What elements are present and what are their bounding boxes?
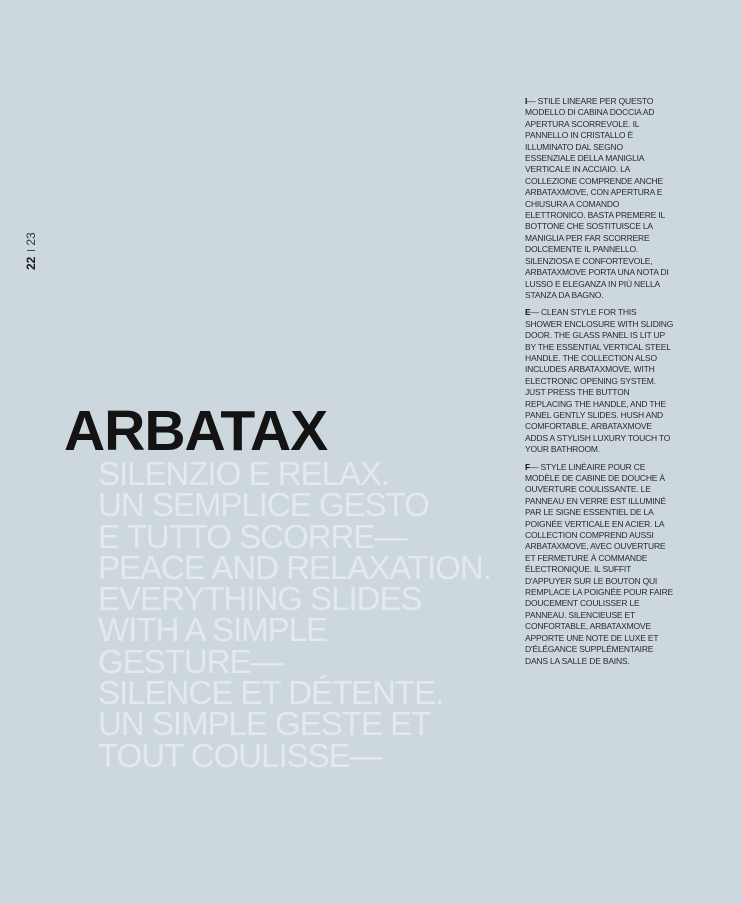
page-number-divider [27,250,35,251]
tagline-line: GESTURE— [98,642,283,680]
tagline-line: E TUTTO SCORRE— [98,517,407,555]
tagline [98,455,538,774]
language-code: F [525,461,530,472]
description-text: — CLEAN STYLE FOR THIS SHOWER ENCLOSURE WITH SLIDING DOOR. THE GLASS PANEL IS LIT UP BY THE ESSENTIAL VERTICAL STEEL HANDLE. THE COLLECTION ALSO INCLUDES ARBATAXMOVE, WITH ELECTRONIC OPENING SYSTEM. JUST PRESS THE BUTTON REPLACING THE HANDLE, AND THE PANEL GENTLY SLIDES. HUSH AND COMFORTABLE, ARBATAXMOVE ADDS A STYLISH LUXURY TOUCH TO YOUR BATHROOM. [525,307,674,455]
description-english [525,307,675,455]
page-number-left: 22 [24,256,38,270]
description-french [525,462,675,667]
tagline-line: SILENZIO E RELAX. [98,455,390,492]
description-text: — STILE LINEARE PER QUESTO MODELLO DI CABINA DOCCIA AD APERTURA SCORREVOLE. IL PANNELLO IN CRISTALLO È ILLUMINATO DAL SEGNO ESSENZIALE DELLA MANIGLIA VERTICALE IN ACCIAIO. LA COLLEZIONE COMPRENDE ANCHE ARBATAXMOVE, CON APERTURA E CHIUSURA A COMANDO ELETTRONICO. BASTA PREMERE IL BOTTONE CHE SOSTITUISCE LA MANIGLIA PER FAR SCORRERE DOLCEMENTE IL PANNELLO. SILENZIOSA E CONFORTEVOLE, ARBATAXMOVE PORTA UNA NOTA DI LUSSO E ELEGANZA IN PIÙ NELLA STANZA DA BAGNO. [525,96,669,300]
tagline-line: TOUT COULISSE— [98,736,382,774]
tagline-line: SILENCE ET DÉTENTE. [98,674,444,712]
page-number-right: 23 [24,232,38,246]
page-numbers [24,232,44,272]
language-code: E [525,307,531,318]
product-description [525,96,675,673]
description-text: — STYLE LINÉAIRE POUR CE MODÈLE DE CABINE DE DOUCHE À OUVERTURE COULISSANTE. LE PANNEAU EN VERRE EST ILLUMINÉ PAR LE SIGNE ESSENTIEL DE LA POIGNÉE VERTICALE EN ACIER. LA COLLECTION COMPREND AUSSI ARBATAXMOVE, AVEC OUVERTURE ET FERMETURE À COMMANDE ÉLECTRONIQUE. IL SUFFIT D'APPUYER SUR LE BOUTON QUI REMPLACE LA POIGNÉE POUR FAIRE DOUCEMENT COULISSER LE PANNEAU. SILENCIEUSE ET CONFORTABLE, ARBATAXMOVE APPORTE UNE NOTE DE LUXE ET D'ÉLÉGANCE SUPPLÉMENTAIRE DANS LA SALLE DE BAINS. [525,461,673,666]
tagline-line: EVERYTHING SLIDES [98,580,422,618]
tagline-line: WITH A SIMPLE [98,611,328,649]
language-code: I [525,96,528,106]
description-italian [525,96,675,301]
tagline-line: UN SEMPLICE GESTO [98,486,429,524]
tagline-line: PEACE AND RELAXATION. [98,548,491,586]
tagline-line: UN SIMPLE GESTE ET [98,705,431,743]
product-title: ARBATAX [64,399,328,463]
